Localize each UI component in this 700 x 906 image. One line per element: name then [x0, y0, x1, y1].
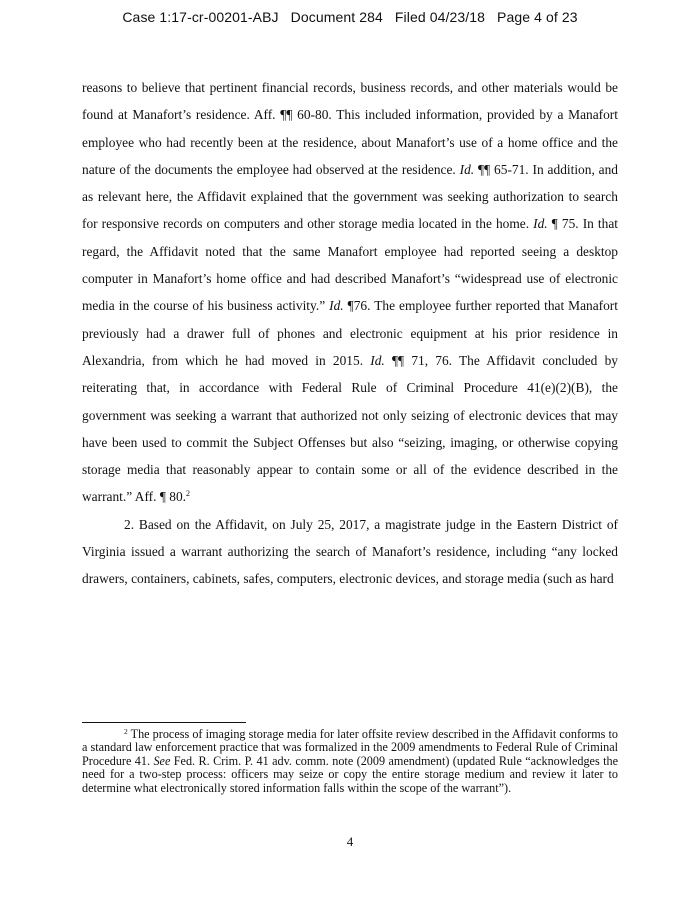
main-body: [82, 74, 618, 593]
footnote-marker: 2: [124, 727, 128, 736]
filing-header: [0, 9, 700, 25]
id-citation: Id.: [459, 161, 475, 177]
document-number: Document 284: [290, 9, 383, 25]
filed-date: Filed 04/23/18: [394, 9, 486, 25]
footnote: $^2$ The process of imaging storage media for later offsite review described in the Affidavit conforms to a standard law enforcement practice that was formalized in the 2009 amendments to Federal Rule of Criminal Procedure 41. See Fed. R. Crim. P. 41 adv. comm. note (2009 amendment) (updated Rule “acknowledges the need for a two-step process: officers may seize or copy the entire storage medium and review it later to determine what electronically stored information falls within the scope of the warrant”).: [82, 727, 618, 795]
footnote-reference[interactable]: 2: [186, 489, 190, 499]
id-citation: Id.: [329, 298, 344, 314]
paragraph-1: reasons to believe that pertinent financial records, business records, and other materials would be found at Manafort’s residence. Aff. ¶¶ 60-80. This included information, provided by a Manafort employee who had recently been at the residence, about Manafort’s use of a home office and the nature of the documents the employee had observed at the residence. Id. ¶¶ 65-71. In addition, and as relevant here, the Affidavit explained that the government was seeking authorization to search for responsive records on computers and other storage media located in the home. Id. ¶ 75. In that regard, the Affidavit noted that the same Manafort employee had reported seeing a desktop computer in Manafort’s home office and had described Manafort’s “widespread use of electronic media in the course of his business activity.” Id. ¶76. The employee further reported that Manafort previously had a drawer full of phones and electronic equipment at his prior residence in Alexandria, from which he had moved in 2015. Id. ¶¶ 71, 76. The Affidavit concluded by reiterating that, in accordance with Federal Rule of Criminal Procedure 41(e)(2)(B), the government was seeking a warrant that authorized not only seizing of electronic devices that may have been used to commit the Subject Offenses but also “seizing, imaging, or otherwise copying storage media that reasonably appear to contain some or all of the evidence described in the warrant.” Aff. ¶ 80.$^2$: [82, 80, 619, 505]
id-citation: Id.: [533, 216, 548, 232]
id-citation: Id.: [370, 352, 385, 368]
page-indicator: Page 4 of 23: [497, 9, 578, 25]
see-signal: See: [153, 753, 171, 768]
paragraph-2: 2. Based on the Affidavit, on July 25, 2017, a magistrate judge in the Eastern District of Virginia issued a warrant authorizing the search of Manafort’s residence, including “any locked drawers, containers, cabinets, safes, computers, electronic devices, and storage media (such as hard: [82, 516, 618, 587]
footnote-divider: [82, 722, 246, 723]
page-number: 4: [346, 834, 354, 849]
case-number: Case 1:17-cr-00201-ABJ: [122, 9, 279, 25]
